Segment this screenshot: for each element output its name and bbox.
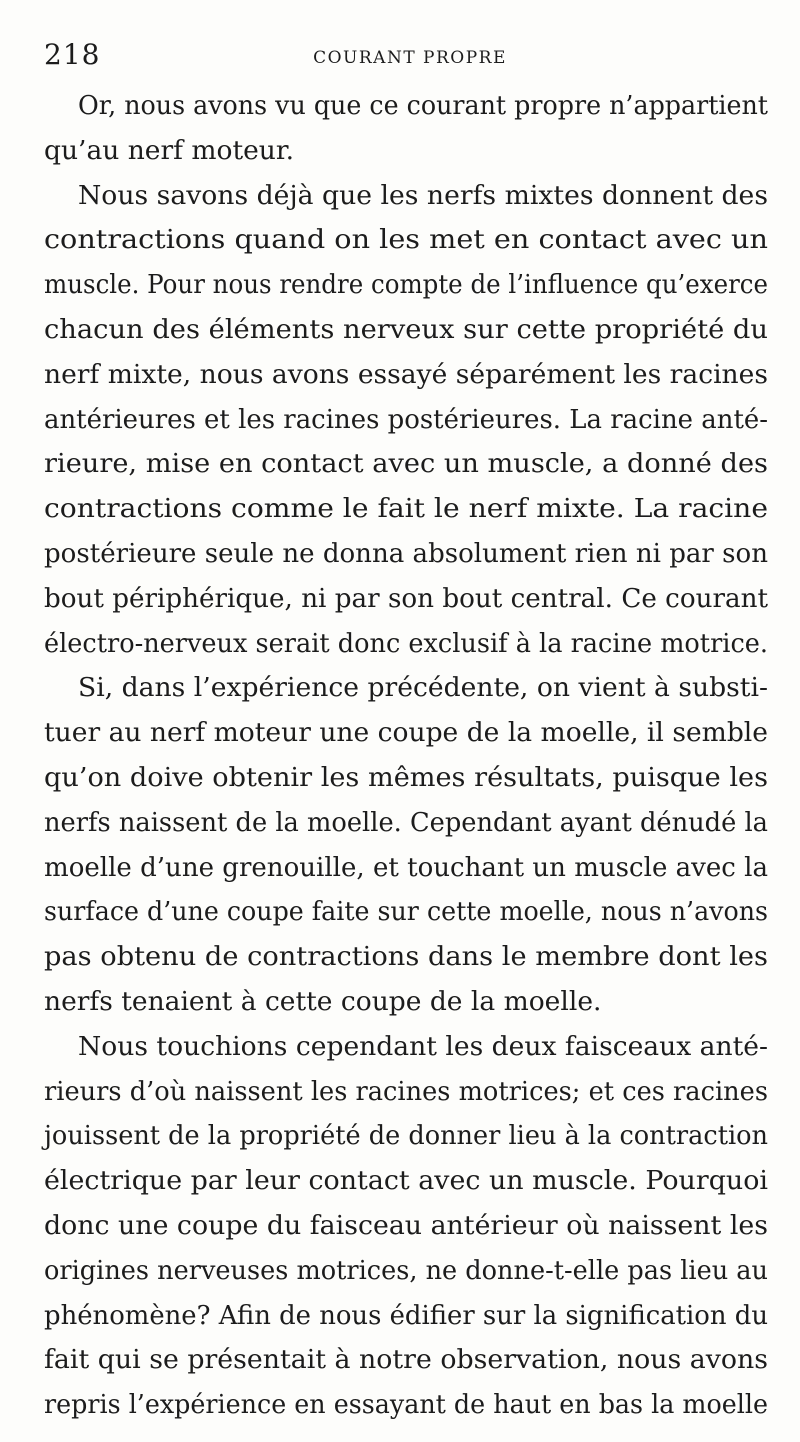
text-line-content: moelle d’une grenouille, et touchant un muscle avec la [44, 851, 768, 883]
text-line-content: muscle. Pour nous rendre compte de l’influence qu’exerce [44, 269, 768, 301]
text-line-content: nerfs naissent de la moelle. Cependant ayant dénudé la [44, 806, 768, 838]
text-line [0, 308, 800, 353]
running-head [0, 38, 800, 78]
text-line-content: pas obtenu de contractions dans le membre dont les [44, 941, 768, 973]
text-line [0, 801, 800, 846]
text-line [0, 935, 800, 980]
text-line [0, 1070, 800, 1115]
text-line [0, 1025, 800, 1070]
text-line-content: fait qui se présentait à notre observation, nous avons [44, 1344, 768, 1376]
text-line [0, 1383, 800, 1428]
text-line [0, 84, 800, 129]
text-line-content: qu’on doive obtenir les mêmes résultats, puisque les [44, 761, 768, 793]
text-line-content: Or, nous avons vu que ce courant propre n’appartient [78, 90, 768, 121]
text-line [0, 711, 800, 756]
text-line [0, 622, 800, 667]
text-line [0, 353, 800, 398]
text-line-content: qu’au nerf moteur. [44, 134, 295, 166]
text-line-content: postérieure seule ne donna absolument rien ni par son [44, 537, 768, 569]
body-text [0, 84, 800, 1428]
text-line [0, 487, 800, 532]
text-line-content: chacun des éléments nerveux sur cette propriété du [44, 313, 768, 345]
text-line [0, 532, 800, 577]
page-number: 218 [44, 38, 101, 71]
text-line [0, 890, 800, 935]
text-line [0, 577, 800, 622]
text-line-content: électro-nerveux serait donc exclusif à la racine motrice. [44, 627, 768, 659]
text-line-content: rieurs d’où naissent les racines motrices; et ces racines [44, 1075, 768, 1107]
running-title: COURANT PROPRE [313, 48, 507, 68]
text-line-content: donc une coupe du faisceau antérieur où naissent les [44, 1209, 768, 1241]
text-line-content: phénomène? Afin de nous édifier sur la signification du [44, 1299, 768, 1331]
text-line-content: nerf mixte, nous avons essayé séparément les racines [44, 358, 768, 390]
text-line [0, 218, 800, 263]
text-line [0, 1159, 800, 1204]
text-line [0, 263, 800, 308]
text-line [0, 756, 800, 801]
text-line-content: nerfs tenaient à cette coupe de la moelle. [44, 985, 602, 1017]
text-line-content: contractions quand on les met en contact avec un [44, 224, 768, 256]
text-line-content: Nous savons déjà que les nerfs mixtes donnent des [78, 179, 768, 211]
text-line [0, 1294, 800, 1339]
text-line-content: jouissent de la propriété de donner lieu à la contraction [44, 1120, 768, 1152]
text-line-content: Si, dans l’expérience précédente, on vient à substi- [78, 672, 768, 704]
text-line [0, 980, 800, 1025]
text-line [0, 129, 800, 174]
text-line-content: repris l’expérience en essayant de haut en bas la moelle [44, 1389, 768, 1421]
text-line-content: bout périphérique, ni par son bout central. Ce courant [44, 582, 768, 614]
text-line-content: origines nerveuses motrices, ne donne-t-elle pas lieu au [44, 1254, 768, 1286]
text-line-content: Nous touchions cependant les deux faisceaux anté- [78, 1030, 768, 1062]
text-line [0, 442, 800, 487]
text-line [0, 846, 800, 891]
text-line-content: électrique par leur contact avec un muscle. Pourquoi [44, 1165, 768, 1197]
text-line [0, 398, 800, 443]
text-line-content: tuer au nerf moteur une coupe de la moelle, il semble [44, 717, 768, 749]
text-line-content: rieure, mise en contact avec un muscle, a donné des [44, 448, 769, 480]
text-line [0, 1114, 800, 1159]
text-line-content: surface d’une coupe faite sur cette moelle, nous n’avons [44, 896, 768, 928]
text-line [0, 174, 800, 219]
text-line-content: antérieures et les racines postérieures. La racine anté- [44, 403, 768, 435]
text-line-content: contractions comme le fait le nerf mixte. La racine [44, 493, 768, 525]
text-line [0, 1204, 800, 1249]
text-line [0, 666, 800, 711]
text-line [0, 1249, 800, 1294]
text-line [0, 1338, 800, 1383]
